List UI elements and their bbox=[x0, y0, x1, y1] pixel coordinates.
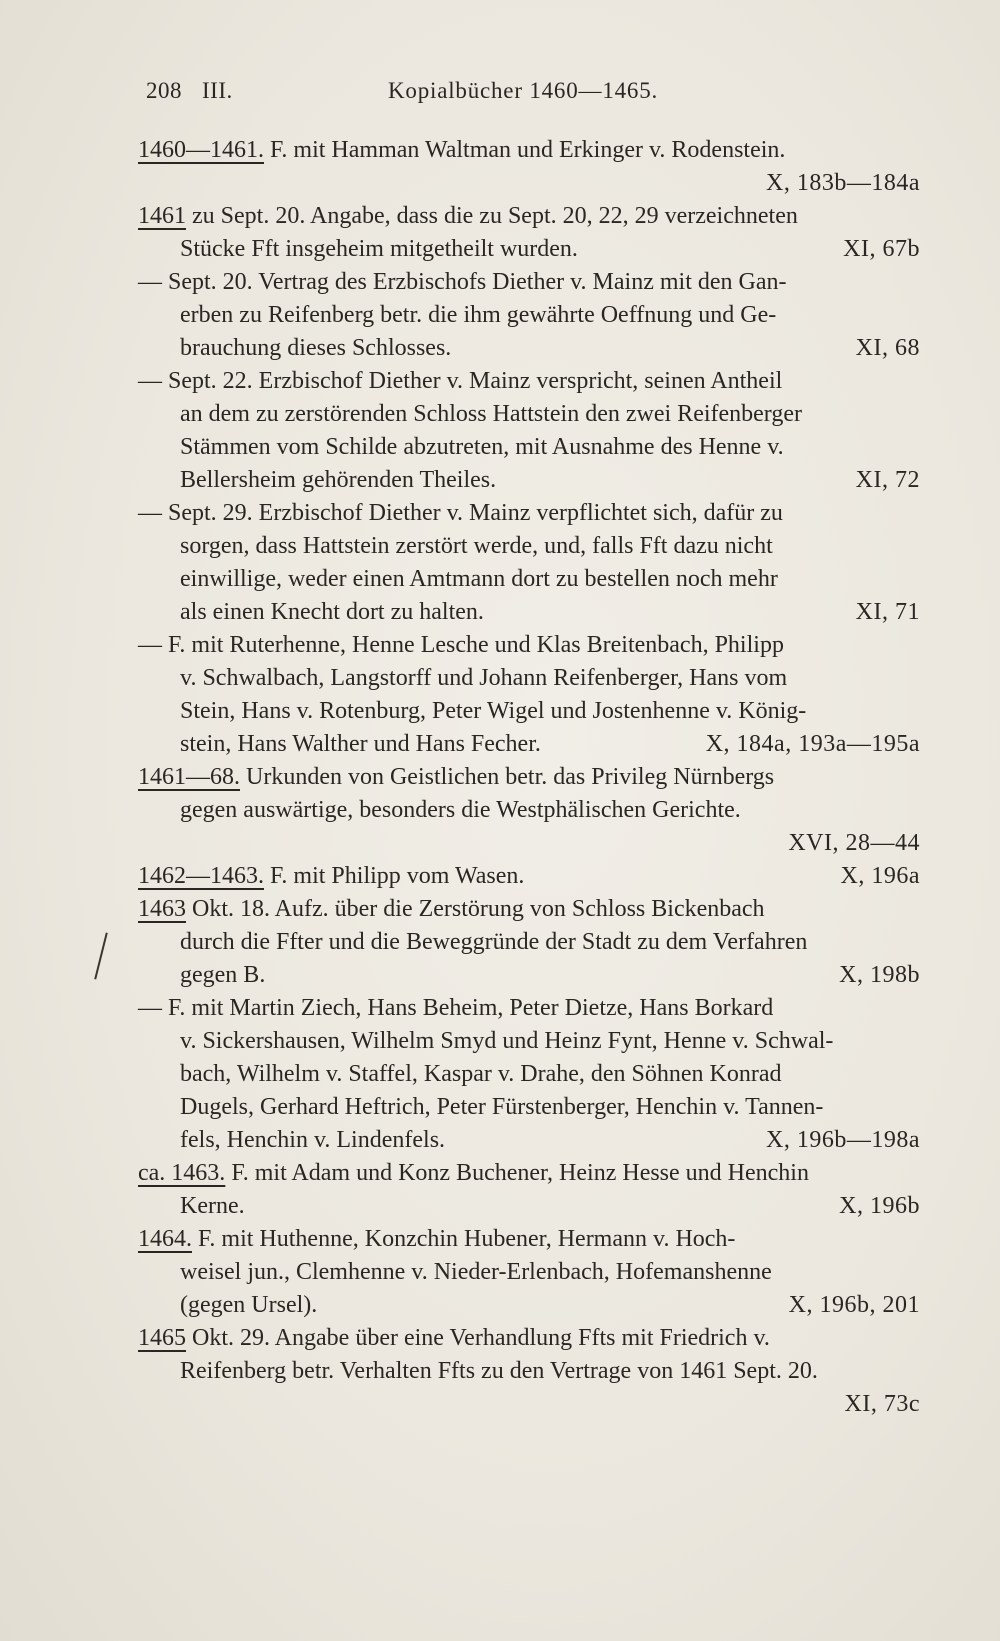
entry bbox=[138, 860, 920, 893]
entry-text: Stämmen vom Schilde abzutreten, mit Ausnahme des Henne v. bbox=[180, 434, 784, 460]
entry bbox=[138, 893, 920, 992]
entry-text: brauchung dieses Schlosses. bbox=[180, 335, 452, 361]
entry-date: 1461 bbox=[138, 203, 186, 229]
running-title: Kopialbücher 1460—1465. bbox=[388, 78, 659, 103]
entry-text: Stücke Fft insgeheim mitgetheilt wurden. bbox=[180, 236, 578, 262]
archive-reference: X, 183b—184a bbox=[766, 170, 920, 196]
entry-text: fels, Henchin v. Lindenfels. bbox=[180, 1127, 446, 1153]
entry-text: F. mit Philipp vom Wasen. bbox=[270, 863, 525, 889]
entry-text: erben zu Reifenberg betr. die ihm gewährte Oeffnung und Ge- bbox=[180, 302, 777, 328]
entry-text: Okt. 29. Angabe über eine Verhandlung Ffts mit Friedrich v. bbox=[192, 1325, 770, 1351]
entry-text: Stein, Hans v. Rotenburg, Peter Wigel und Jostenhenne v. König- bbox=[180, 698, 807, 724]
entry-text: F. mit Huthenne, Konzchin Hubener, Hermann v. Hoch- bbox=[198, 1226, 736, 1252]
entry-text: Reifenberg betr. Verhalten Ffts zu den Vertrage von 1461 Sept. 20. bbox=[180, 1358, 818, 1384]
entry-text: Okt. 18. Aufz. über die Zerstörung von Schloss Bickenbach bbox=[192, 896, 765, 922]
entry-text: zu Sept. 20. Angabe, dass die zu Sept. 20, 22, 29 verzeichneten bbox=[192, 203, 798, 229]
entry-text: v. Schwalbach, Langstorff und Johann Reifenberger, Hans vom bbox=[180, 665, 788, 691]
page-header bbox=[146, 78, 916, 118]
section-number: III. bbox=[202, 78, 233, 103]
entry-date: 1464. bbox=[138, 1226, 192, 1252]
entry-text: sorgen, dass Hattstein zerstört werde, und, falls Fft dazu nicht bbox=[180, 533, 773, 559]
page-number: 208 bbox=[146, 78, 182, 103]
entry bbox=[138, 761, 920, 860]
entry bbox=[138, 1322, 920, 1421]
entry-date: 1463 bbox=[138, 896, 186, 922]
entry-text: einwillige, weder einen Amtmann dort zu bestellen noch mehr bbox=[180, 566, 778, 592]
margin-pencil-mark bbox=[94, 932, 108, 979]
entry-text: an dem zu zerstörenden Schloss Hattstein den zwei Reifenberger bbox=[180, 401, 803, 427]
entry-date: 1461—68. bbox=[138, 764, 240, 790]
entry-text: — Sept. 29. Erzbischof Diether v. Mainz verpflichtet sich, dafür zu bbox=[138, 500, 783, 526]
entry-date: 1460—1461. bbox=[138, 137, 264, 163]
entry-text: Dugels, Gerhard Heftrich, Peter Fürstenberger, Henchin v. Tannen- bbox=[180, 1094, 824, 1120]
entry bbox=[138, 1223, 920, 1322]
entry-text: als einen Knecht dort zu halten. bbox=[180, 599, 484, 625]
entry bbox=[138, 266, 920, 365]
entry-date: 1465 bbox=[138, 1325, 186, 1351]
entry-text: — Sept. 22. Erzbischof Diether v. Mainz verspricht, seinen Antheil bbox=[138, 368, 783, 394]
entry-text: v. Sickershausen, Wilhelm Smyd und Heinz Fynt, Henne v. Schwal- bbox=[180, 1028, 834, 1054]
entry bbox=[138, 629, 920, 761]
archive-reference: X, 196b, 201 bbox=[788, 1292, 920, 1318]
entry-text: stein, Hans Walther und Hans Fecher. bbox=[180, 731, 541, 757]
entry-text: durch die Ffter und die Beweggründe der Stadt zu dem Verfahren bbox=[180, 929, 808, 955]
entry-text: — Sept. 20. Vertrag des Erzbischofs Diether v. Mainz mit den Gan- bbox=[138, 269, 787, 295]
entry bbox=[138, 200, 920, 266]
entry-text: gegen B. bbox=[180, 962, 266, 988]
entry-list bbox=[138, 134, 920, 1421]
entry-text: bach, Wilhelm v. Staffel, Kaspar v. Drahe, den Söhnen Konrad bbox=[180, 1061, 782, 1087]
entry-date: ca. 1463. bbox=[138, 1160, 226, 1186]
archive-reference: X, 196b—198a bbox=[766, 1127, 920, 1153]
archive-reference: XI, 71 bbox=[855, 599, 920, 625]
archive-reference: X, 198b bbox=[839, 962, 920, 988]
entry-date: 1462—1463. bbox=[138, 863, 264, 889]
entry bbox=[138, 365, 920, 497]
entry bbox=[138, 1157, 920, 1223]
archive-reference: XI, 67b bbox=[843, 236, 920, 262]
entry-text: F. mit Adam und Konz Buchener, Heinz Hesse und Henchin bbox=[231, 1160, 809, 1186]
entry bbox=[138, 992, 920, 1157]
entry-text: weisel jun., Clemhenne v. Nieder-Erlenbach, Hofemanshenne bbox=[180, 1259, 772, 1285]
archive-reference: X, 196a bbox=[840, 863, 920, 889]
entry-text: gegen auswärtige, besonders die Westphälischen Gerichte. bbox=[180, 797, 741, 823]
archive-reference: XVI, 28—44 bbox=[788, 830, 920, 856]
archive-reference: X, 196b bbox=[839, 1193, 920, 1219]
entry-text: Urkunden von Geistlichen betr. das Privileg Nürnbergs bbox=[246, 764, 775, 790]
entry-text: — F. mit Martin Ziech, Hans Beheim, Peter Dietze, Hans Borkard bbox=[138, 995, 774, 1021]
entry bbox=[138, 134, 920, 200]
entry-text: (gegen Ursel). bbox=[180, 1292, 318, 1318]
entry-text: Bellersheim gehörenden Theiles. bbox=[180, 467, 497, 493]
archive-reference: X, 184a, 193a—195a bbox=[705, 731, 920, 757]
entry-text: F. mit Hamman Waltman und Erkinger v. Rodenstein. bbox=[270, 137, 786, 163]
archive-reference: XI, 68 bbox=[855, 335, 920, 361]
entry-text: Kerne. bbox=[180, 1193, 245, 1219]
archive-reference: XI, 72 bbox=[855, 467, 920, 493]
entry bbox=[138, 497, 920, 629]
entry-text: — F. mit Ruterhenne, Henne Lesche und Klas Breitenbach, Philipp bbox=[138, 632, 784, 658]
archive-reference: XI, 73c bbox=[844, 1391, 920, 1417]
